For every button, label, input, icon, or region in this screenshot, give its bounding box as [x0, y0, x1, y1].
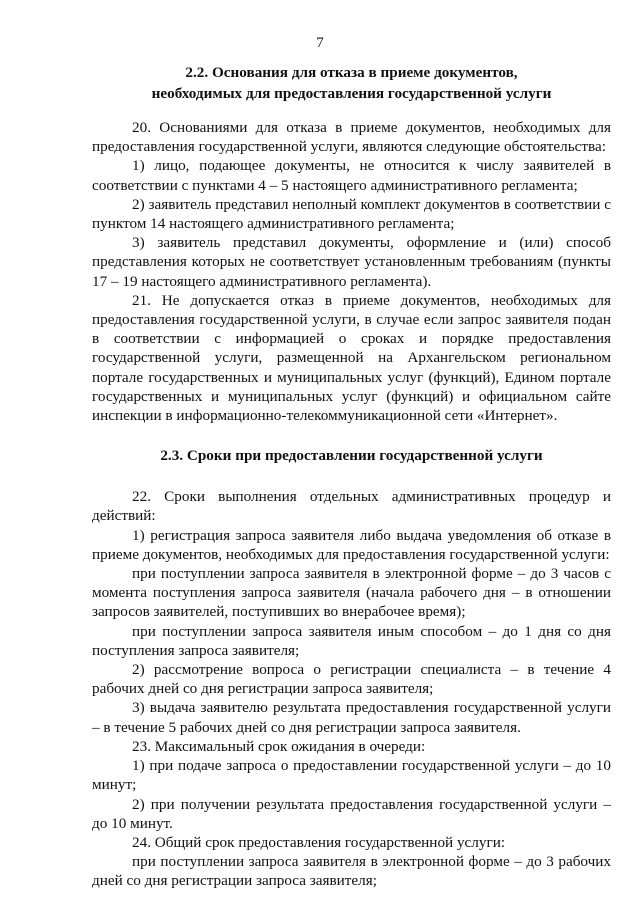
paragraph: 22. Сроки выполнения отдельных административных процедур и действий:	[92, 488, 611, 525]
paragraph: 23. Максимальный срок ожидания в очереди:	[132, 737, 426, 755]
section-heading-line-2: необходимых для предоставления государственной услуги	[151, 85, 552, 102]
page-number: 7	[316, 35, 324, 51]
paragraph: 21. Не допускается отказ в приеме документов, необходимых для предоставления государственной услуги, в случае если запрос заявителя подан в соответствии с информацией о сроках и порядке предоставления государственной услуги, размещенной на Архангельском региональном портале государственных и муниципальных услуг (функций), Едином портале государственных и муниципальных услуг (функций) и официальном сайте инспекции в информационно-телекоммуникационной сети «Интернет».	[92, 291, 611, 425]
section-heading-line-1: 2.2. Основания для отказа в приеме документов,	[185, 64, 518, 81]
paragraph: 1) регистрация запроса заявителя либо выдача уведомления об отказе в приеме документов, необходимых для предоставления государственной услуги:	[92, 526, 611, 563]
paragraph: при поступлении запроса заявителя в электронной форме – до 3 рабочих дней со дня регистрации запроса заявителя;	[92, 853, 611, 890]
paragraph: 2) при получении результата предоставления государственной услуги – до 10 минут.	[92, 795, 611, 832]
paragraph: 3) заявитель представил документы, оформление и (или) способ представления которых не соответствует установленным требованиям (пункты 17 – 19 настоящего административного регламента).	[92, 234, 611, 290]
document-body	[92, 62, 611, 891]
paragraph: 20. Основаниями для отказа в приеме документов, необходимых для предоставления государственной услуги, являются следующие обстоятельства:	[92, 119, 611, 156]
paragraph: 2) заявитель представил неполный комплект документов в соответствии с пунктом 14 настоящего административного регламента;	[92, 195, 611, 233]
paragraph: 1) лицо, подающее документы, не относится к числу заявителей в соответствии с пунктами 4 – 5 настоящего административного регламента;	[92, 157, 611, 194]
section-heading-2-3: 2.3. Сроки при предоставлении государственной услуги	[160, 447, 543, 465]
paragraph: 3) выдача заявителю результата предоставления государственной услуги – в течение 5 рабочих дней со дня регистрации запроса заявителя.	[92, 699, 611, 736]
paragraph: при поступлении запроса заявителя иным способом – до 1 дня со дня поступления запроса заявителя;	[92, 622, 611, 659]
paragraph: 1) при подаче запроса о предоставлении государственной услуги – до 10 минут;	[92, 757, 611, 794]
section-heading-2-2	[92, 62, 611, 104]
paragraph: 2) рассмотрение вопроса о регистрации специалиста – в течение 4 рабочих дней со дня регистрации запроса заявителя;	[92, 661, 611, 698]
paragraph: 24. Общий срок предоставления государственной услуги:	[132, 833, 506, 851]
paragraph: при поступлении запроса заявителя в электронной форме – до 3 часов с момента поступления запроса заявителя (начала рабочего дня – в отношении запросов заявителей, поступивших во внерабочее время);	[92, 565, 611, 621]
